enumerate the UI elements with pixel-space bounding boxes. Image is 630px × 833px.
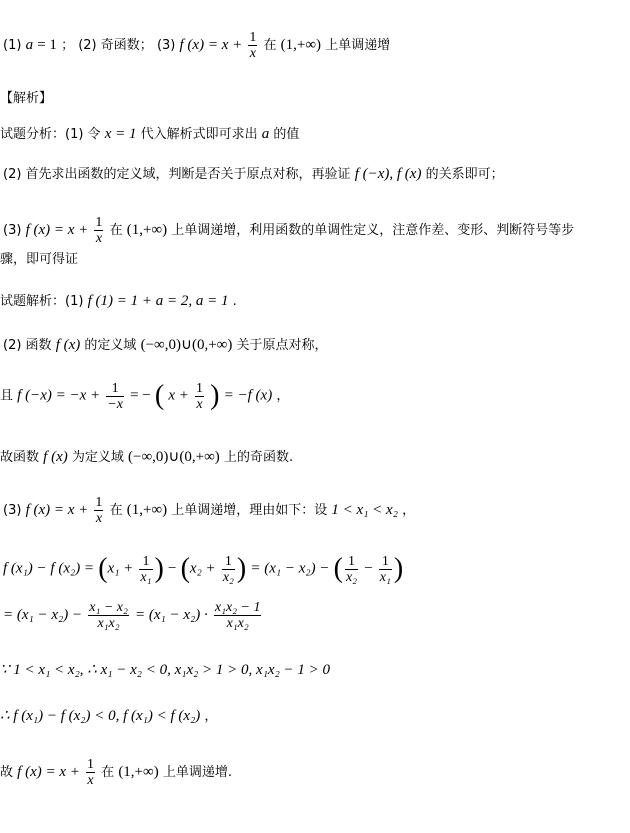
math: (−∞,0)∪(0,+∞) (128, 449, 220, 465)
solution-line-3 (0, 380, 289, 412)
text: 关于原点对称， (236, 338, 328, 353)
analysis-line-3 (3, 215, 574, 246)
text: 试题解析：(1) (0, 294, 84, 309)
math: f (x) (55, 337, 81, 353)
math: f (x₁) − f (x₂) = (3, 560, 95, 577)
math-fx: f (x) = x + (179, 37, 243, 53)
text: 上单调递增，利用函数的单调性定义，注意作差、变形、判断符号等步 (171, 223, 575, 238)
analysis-line-2 (3, 163, 504, 183)
solution-line-4 (0, 446, 293, 466)
denominator: x (249, 46, 256, 61)
math: (−∞,0)∪(0,+∞) (140, 337, 233, 353)
analysis-line-1 (0, 123, 299, 143)
denominator: x₁x₂ (97, 616, 120, 631)
math: − (167, 560, 177, 577)
math-a: a (25, 37, 34, 53)
label-1: (1) (3, 38, 22, 53)
analysis-line-3b (0, 248, 78, 267)
text: 的关系即可； (425, 167, 504, 182)
numerator: 1 (95, 495, 103, 510)
text: 上单调递增，理由如下：设 (171, 503, 328, 518)
text: 上单调递增. (162, 765, 232, 780)
numerator: 1 (106, 381, 124, 397)
math: ∴ f (x₁) − f (x₂) < 0, f (x₁) < f (x₂) (0, 708, 201, 724)
math: x = 1 (104, 126, 137, 142)
numerator: 1 (139, 554, 152, 570)
fraction (139, 554, 152, 585)
numerator: 1 (379, 554, 392, 570)
numerator: 1 (345, 554, 358, 570)
paren: ( (154, 380, 165, 411)
text: 故 (0, 765, 14, 780)
solution-line-2 (3, 334, 328, 354)
label-3: (3) (156, 38, 176, 53)
punct: ， (402, 503, 416, 518)
numerator: 1 (95, 215, 103, 230)
math: f (−x) = −x + (17, 387, 101, 404)
text: 的定义域 (84, 338, 137, 353)
denominator: x₁x₂ (226, 616, 249, 631)
denominator: x₂ (222, 569, 234, 585)
punct: ， (204, 709, 218, 724)
numerator: x₁ − x₂ (89, 600, 128, 615)
text: 上的奇函数. (223, 450, 294, 465)
text: 在 (101, 765, 115, 780)
numerator: 1 (196, 380, 204, 396)
math-interval: (1,+∞) (280, 37, 322, 53)
text: 奇函数； (100, 38, 153, 53)
fraction (88, 600, 129, 631)
heading-text: 【解析】 (0, 91, 53, 106)
conclusion-line (0, 757, 232, 788)
label: (3) (3, 503, 22, 518)
fraction (195, 381, 204, 412)
math: f (−x), f (x) (354, 166, 422, 182)
text: (2) 函数 (3, 338, 52, 353)
label: (3) (3, 223, 22, 238)
math: x + (168, 387, 189, 404)
math: f (x) (43, 449, 68, 465)
math: ∵ 1 < x₁ < x₂, ∴ x₁ − x₂ < 0, x₁x₂ > 1 > 0, x₁x₂ − 1 > 0 (0, 662, 331, 678)
denominator: x₁ (379, 569, 391, 585)
fraction (379, 554, 392, 585)
label-2: (2) (78, 38, 97, 53)
denominator: x (196, 396, 203, 412)
math-fx: f (x) = x + (25, 222, 89, 238)
fraction (106, 381, 124, 412)
derivation-line-2 (3, 600, 263, 631)
text: 的值 (273, 127, 300, 142)
math: = −f (x) (223, 387, 273, 404)
denominator: x₂ (345, 569, 358, 585)
solution-line-5 (3, 495, 415, 526)
answer-line (3, 30, 390, 61)
math-fx: f (x) = x + (25, 502, 89, 518)
fraction (345, 554, 358, 585)
math: 1 < x₁ < x₂ (331, 502, 398, 518)
text: 在 (109, 223, 123, 238)
math: − (364, 560, 373, 577)
numerator: 1 (87, 757, 95, 772)
paren: ) (210, 380, 220, 411)
text: 代入解析式即可求出 (140, 127, 258, 142)
math: x₂ + (189, 560, 216, 577)
derivation-line-3 (0, 660, 330, 679)
denominator: x₁ (140, 569, 152, 585)
denominator: −x (107, 396, 123, 412)
text: 试题分析：(1) 令 (0, 127, 101, 142)
fraction (86, 757, 95, 788)
text: 在 (109, 503, 123, 518)
fraction (214, 600, 262, 631)
math: f (1) = 1 + a = 2, a = 1 (87, 293, 229, 309)
derivation-line-4 (0, 705, 217, 725)
denominator: x (95, 511, 103, 526)
math: x₁ + (107, 560, 134, 577)
punct: . (232, 294, 237, 309)
numerator: 1 (222, 554, 235, 570)
numerator: x₁x₂ − 1 (214, 600, 261, 615)
math-fx: f (x) = x + (17, 764, 80, 780)
math-interval: (1,+∞) (126, 222, 168, 238)
fraction (248, 30, 257, 61)
derivation-line-1: f (x₁) − f (x₂) = (x₁ + $\frac{1}{\text{x₁}}$ ) − (x₂ + $\frac{1}{\text{x₂}}$ ) = (x₁ − x₂) − ( $\frac{1}{\text{x₂}}$ − $\frac{1}{\text{x₁}}$ ) (3, 553, 404, 585)
text: (2) 首先求出函数的定义域，判断是否关于原点对称，再验证 (3, 167, 351, 182)
fraction (94, 215, 103, 246)
text: 为定义域 (71, 450, 124, 465)
math-interval: (1,+∞) (118, 764, 159, 780)
solution-line-1 (0, 290, 237, 310)
math: = (x₁ − x₂) − (250, 560, 330, 577)
text: 骤，即可得证 (0, 252, 79, 267)
denominator: x (95, 231, 103, 246)
text: 故函数 (0, 450, 40, 465)
text: 在 (263, 38, 277, 53)
math: = (x₁ − x₂) − (3, 607, 83, 623)
math-eq: = 1 (37, 37, 57, 53)
punct: ； (61, 38, 75, 53)
math-interval: (1,+∞) (126, 502, 168, 518)
math: = (x₁ − x₂) · (135, 607, 208, 623)
fraction (222, 554, 235, 585)
section-heading (0, 87, 52, 106)
punct: ， (276, 388, 290, 404)
fraction (94, 495, 103, 526)
text: 上单调递增 (325, 38, 391, 53)
denominator: x (87, 773, 94, 788)
math: = − (130, 387, 151, 404)
math: a (261, 126, 270, 142)
text: 且 (0, 388, 14, 404)
numerator: 1 (249, 30, 257, 45)
